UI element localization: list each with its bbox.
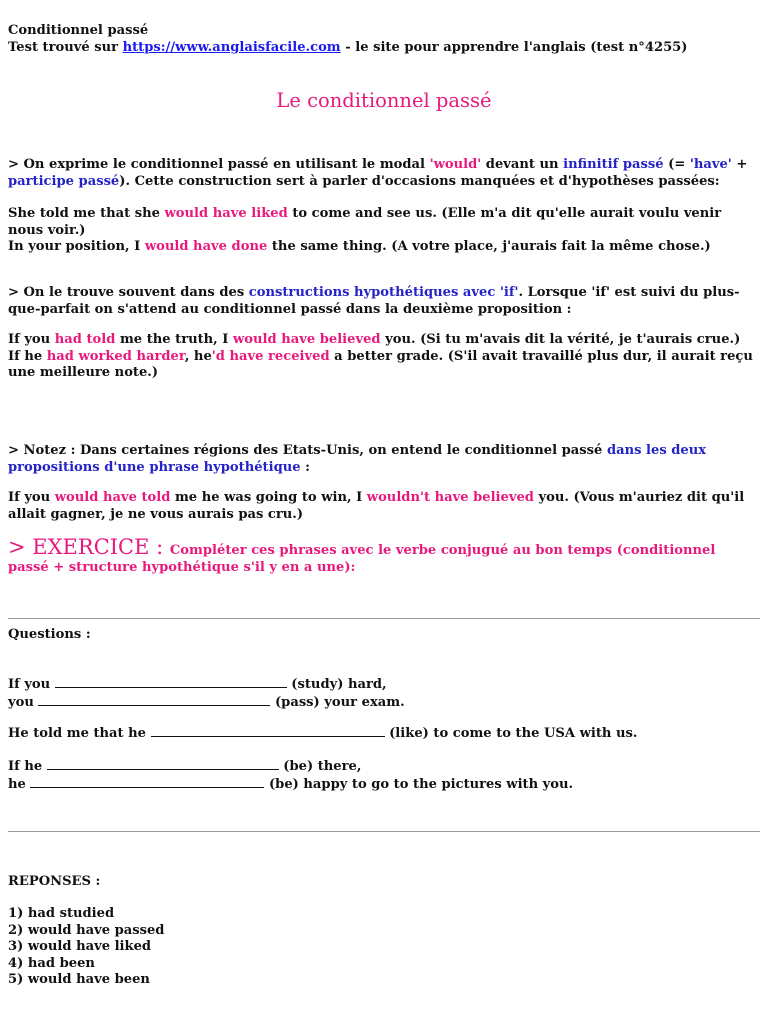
text: (= — [663, 157, 690, 172]
text: he — [8, 776, 31, 792]
section-1-examples — [8, 206, 760, 256]
text: If you — [8, 490, 55, 505]
answer-blank[interactable] — [55, 676, 287, 688]
text: you. (Vous m'auriez dit qu'il allait gagner, je ne vous aurais pas cru.) — [8, 490, 745, 522]
answer-item: 1) had studied — [8, 906, 115, 921]
text: (study) hard, — [286, 677, 387, 692]
question-1 — [8, 676, 760, 711]
exercise-heading — [8, 535, 760, 576]
exercise-label: > EXERCICE : — [8, 535, 170, 559]
text: (be) happy to go to the pictures with you. — [264, 776, 574, 792]
text: (be) there, — [278, 759, 362, 774]
source-link[interactable]: https://www.anglaisfacile.com — [122, 39, 341, 55]
text: In your position, I — [8, 239, 145, 254]
text: ). Cette construction sert à parler d'occasions manquées et d'hypothèses passées: — [119, 173, 720, 189]
answers-heading: REPONSES : — [8, 874, 101, 889]
answer-blank[interactable] — [30, 776, 264, 788]
text: + — [731, 157, 748, 172]
text: (like) to come to the USA with us. — [384, 726, 638, 741]
highlight-have: 'have' — [689, 157, 732, 172]
highlight: would have believed — [233, 332, 381, 347]
example-1 — [8, 206, 760, 239]
answer-blank[interactable] — [38, 694, 270, 706]
text: If you — [8, 332, 55, 347]
header-title: Conditionnel passé — [8, 23, 149, 38]
text: devant un — [481, 157, 564, 172]
section-3-note — [8, 443, 760, 476]
question-line — [8, 758, 760, 776]
question-2 — [8, 725, 760, 743]
answer-item: 3) would have liked — [8, 939, 152, 954]
text: to come and see us. (Elle m'a dit qu'elle aurait voulu venir nous voir.) — [8, 206, 722, 238]
answer-blank[interactable] — [151, 725, 385, 737]
highlight-participe: participe passé — [8, 173, 120, 189]
answer-item: 2) would have passed — [8, 922, 165, 938]
section-2-examples — [8, 332, 760, 382]
highlight: would have told — [54, 490, 171, 505]
text: me the truth, I — [115, 332, 233, 347]
question-3 — [8, 758, 760, 793]
text: . Lorsque 'if' est suivi du plus-que-parfait on s'attend au conditionnel passé dans la deuxième proposition : — [8, 285, 740, 317]
text: She told me that she — [8, 206, 165, 221]
section-2-intro — [8, 285, 760, 318]
answer-item: 5) would have been — [8, 972, 150, 987]
example-2 — [8, 239, 760, 256]
section-3-example — [8, 490, 760, 523]
highlight: would have liked — [164, 206, 288, 221]
highlight: 'd have received — [211, 348, 330, 364]
text: If he — [8, 348, 47, 364]
highlight: had worked harder — [46, 348, 185, 364]
divider — [8, 831, 760, 832]
example-2 — [8, 349, 760, 382]
highlight: wouldn't have believed — [366, 490, 534, 505]
exercise-instructions: Compléter ces phrases avec le verbe conjugué au bon temps (conditionnel passé + structure hypothétique s'il y en a une): — [8, 543, 716, 575]
text: He told me that he — [8, 726, 151, 741]
doc-header — [8, 23, 760, 56]
text: the same thing. (A votre place, j'aurais fait la même chose.) — [267, 239, 711, 254]
question-line — [8, 776, 760, 794]
text: : — [300, 459, 310, 475]
text: > On exprime le conditionnel passé en utilisant le modal — [8, 157, 430, 172]
answer-item: 4) had been — [8, 955, 95, 971]
header-source-suffix: - le site pour apprendre l'anglais (test n°4255) — [340, 39, 688, 55]
question-line — [8, 676, 760, 694]
text: , he — [184, 348, 212, 364]
highlight: dans les deux propositions d'une phrase hypothétique — [8, 443, 707, 475]
text: you — [8, 694, 39, 710]
page-title: Le conditionnel passé — [276, 89, 492, 112]
text: me he was going to win, I — [170, 490, 367, 505]
highlight: would have done — [144, 239, 268, 254]
questions-heading: Questions : — [8, 627, 91, 642]
text: > On le trouve souvent dans des — [8, 285, 249, 300]
divider — [8, 618, 760, 619]
text: If he — [8, 759, 47, 774]
question-line — [8, 694, 760, 712]
text: a better grade. (S'il avait travaillé plus dur, il aurait reçu une meilleure note.) — [8, 348, 753, 380]
answer-blank[interactable] — [47, 758, 279, 770]
text: (pass) your exam. — [270, 694, 405, 710]
section-1-intro — [8, 157, 760, 190]
text: > Notez : Dans certaines régions des Etats-Unis, on entend le conditionnel passé — [8, 443, 607, 458]
highlight-infinitif: infinitif passé — [563, 157, 664, 172]
header-source-line — [8, 40, 760, 57]
highlight-would: 'would' — [429, 157, 482, 172]
text: you. (Si tu m'avais dit la vérité, je t'aurais crue.) — [380, 332, 741, 347]
highlight: had told — [54, 332, 116, 347]
text: If you — [8, 677, 55, 692]
header-source-prefix: Test trouvé sur — [8, 39, 123, 55]
highlight-constructions: constructions hypothétiques avec 'if' — [248, 285, 519, 300]
answers-list — [8, 906, 760, 989]
example-1 — [8, 332, 760, 349]
